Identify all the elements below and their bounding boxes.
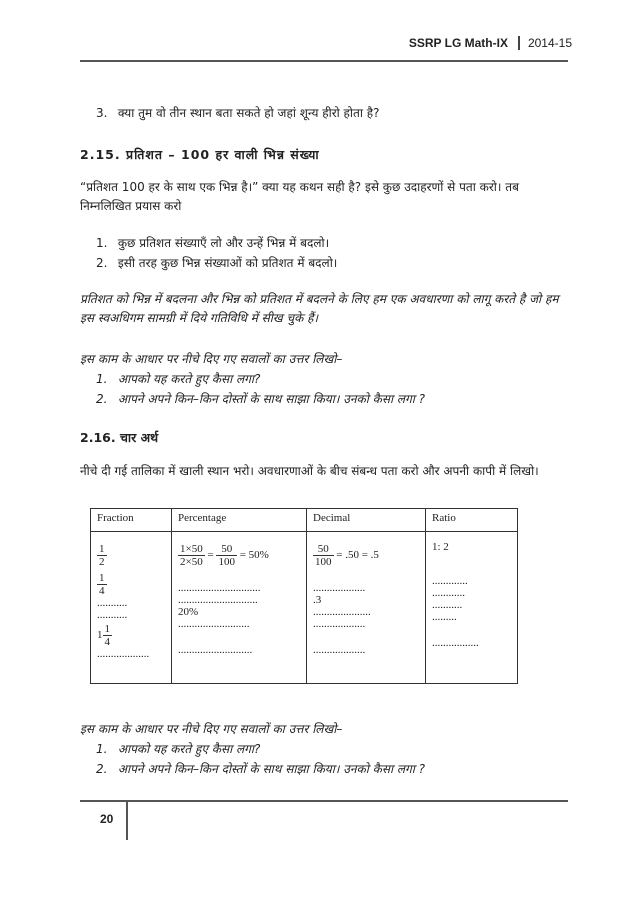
- blank-line: ..............................: [178, 582, 261, 594]
- percentage-example: $\frac{1\times 50}{2\times 50}$ = $\frac{50}{100}$ = 50%: [180, 543, 269, 568]
- decimal-value: .3: [313, 594, 322, 606]
- blank-line: ...........: [97, 597, 128, 609]
- ratio-value: 1: 2: [432, 541, 449, 553]
- reflection-a-item-1: [96, 370, 586, 389]
- blank-line: ...................: [313, 618, 366, 630]
- intro-paragraph: “प्रतिशत 100 हर के साथ एक भिन्न है।” क्या यह कथन सही है? इसे कुछ उदाहरणों से पता करो। तब निम्नलिखित प्रयास करो: [80, 180, 519, 213]
- item-text: आपने अपने किन–किन दोस्तों के साथ साझा किया। उनको कैसा लगा ?: [117, 392, 426, 406]
- reflection-b-item-1: [96, 740, 586, 759]
- item-text: आपको यह करते हुए कैसा लगा?: [117, 372, 261, 386]
- task-number: 2.: [96, 256, 108, 270]
- fraction-quarter: $\frac{1}{4}$: [99, 572, 105, 597]
- percentage-cell: [172, 532, 307, 684]
- header-percentage: Percentage: [172, 509, 307, 532]
- fraction-cell: [91, 532, 172, 684]
- blank-line: ...........: [432, 599, 463, 611]
- section-2-16-heading: [80, 428, 570, 447]
- mixed-fraction: 1 $\frac{1}{4}$: [97, 623, 110, 648]
- task-text: इसी तरह कुछ भिन्न संख्याओं को प्रतिशत में बदलो।: [117, 256, 338, 270]
- header-fraction: Fraction: [91, 509, 172, 532]
- blank-line: ...........: [97, 609, 128, 621]
- reflection-lead-a: इस काम के आधार पर नीचे दिए गए सवालों का उत्तर लिखो–: [80, 352, 343, 366]
- blank-line: .........: [432, 611, 457, 623]
- blank-line: ..........................: [178, 618, 250, 630]
- item-number: 2.: [96, 762, 108, 776]
- blank-line: ...................: [313, 582, 366, 594]
- header-year: 2014-15: [518, 36, 572, 50]
- blank-line: .............: [432, 575, 468, 587]
- header-title: SSRP LG Math-IX: [408, 36, 508, 50]
- decimal-example: $\frac{50}{100}$ = .50 = .5: [315, 543, 379, 568]
- item-number: 1.: [96, 372, 108, 386]
- task-number: 1.: [96, 236, 108, 250]
- blank-line: ...................: [313, 644, 366, 656]
- reflection-lead-b: इस काम के आधार पर नीचे दिए गए सवालों का उत्तर लिखो–: [80, 722, 343, 736]
- section-2-15-heading: [80, 145, 570, 164]
- blank-line: ...........................: [178, 644, 253, 656]
- task-item-2: [96, 254, 586, 273]
- percentage-value: 20%: [178, 606, 199, 618]
- fill-instruction: नीचे दी गई तालिका में खाली स्थान भरो। अवधारणाओं के बीच संबन्ध पता करो और अपनी कापी में लिखो।: [80, 464, 539, 478]
- section-number: 2.16.: [80, 430, 116, 445]
- item-text: आपको यह करते हुए कैसा लगा?: [117, 742, 261, 756]
- blank-line: ............: [432, 587, 465, 599]
- header-rule: [80, 60, 568, 62]
- reflection-b-item-2: [96, 760, 586, 779]
- blank-line: .................: [432, 637, 479, 649]
- section-title: प्रतिशत – 100 हर वाली भिन्न संख्या: [125, 147, 320, 162]
- concept-paragraph: प्रतिशत को भिन्न में बदलना और भिन्न को प्रतिशत में बदलने के लिए हम एक अवधारणा को लागू करते है जो हम इस स्वअधिगम सामग्री में दिये गतिविधि में सीख चुके हैं।: [80, 292, 559, 325]
- question-number: 3.: [96, 106, 108, 120]
- task-text: कुछ प्रतिशत संख्याएँ लो और उन्हें भिन्न में बदलो।: [117, 236, 330, 250]
- section-title: चार अर्थ: [119, 430, 159, 445]
- page-number: 20: [100, 812, 114, 826]
- page-header: [409, 36, 572, 50]
- section-number: 2.15.: [80, 147, 121, 162]
- question-3: [96, 104, 586, 123]
- item-number: 2.: [96, 392, 108, 406]
- header-decimal: Decimal: [307, 509, 426, 532]
- question-text: क्या तुम वो तीन स्थान बता सकते हो जहां शून्य हीरो होता है?: [117, 106, 380, 120]
- blank-line: .............................: [178, 594, 258, 606]
- task-item-1: [96, 234, 586, 253]
- blank-line: ...................: [97, 648, 150, 660]
- four-meanings-table: [90, 508, 518, 684]
- header-ratio: Ratio: [426, 509, 518, 532]
- blank-line: .....................: [313, 606, 371, 618]
- item-text: आपने अपने किन–किन दोस्तों के साथ साझा किया। उनको कैसा लगा ?: [117, 762, 426, 776]
- ratio-cell: [426, 532, 518, 684]
- footer-rule: [80, 800, 568, 802]
- reflection-a-item-2: [96, 390, 586, 409]
- fraction-half: $\frac{1}{2}$: [99, 543, 105, 568]
- item-number: 1.: [96, 742, 108, 756]
- footer-divider: [126, 802, 128, 840]
- decimal-cell: [307, 532, 426, 684]
